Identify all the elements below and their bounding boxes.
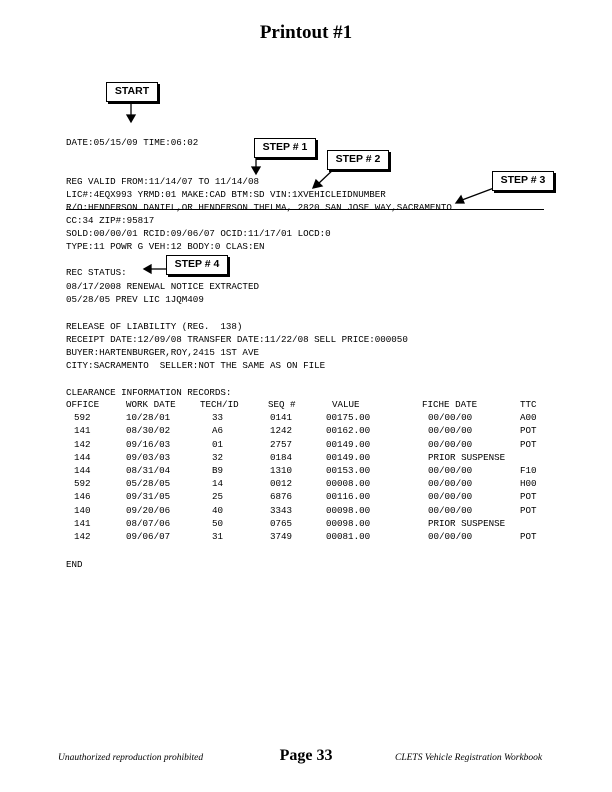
table-row (66, 518, 550, 531)
table-header-row (66, 399, 550, 412)
table-cell: 592 (74, 478, 91, 490)
receipt-line: RECEIPT DATE:12/09/08 TRANSFER DATE:11/22/08 SELL PRICE:000050 (66, 334, 408, 345)
table-cell: 05/28/05 (126, 478, 171, 490)
table-row (66, 491, 550, 504)
table-cell: 08/30/02 (126, 425, 171, 437)
table-cell: POT (520, 438, 537, 450)
table-cell: 00/00/00 (428, 478, 473, 490)
start-callout: START (106, 82, 158, 102)
table-cell: 40 (212, 504, 224, 516)
footer-workbook-title: CLETS Vehicle Registration Workbook (395, 753, 543, 763)
table-cell: 142 (74, 438, 91, 450)
table-cell: 0765 (270, 517, 293, 529)
table-row (66, 505, 550, 518)
table-cell: 3343 (270, 504, 293, 516)
table-cell: 144 (74, 451, 91, 463)
county-zip-line: CC:34 ZIP#:95817 (66, 215, 155, 226)
table-cell: 00/00/00 (428, 504, 473, 516)
reg-valid-line: REG VALID FROM:11/14/07 TO 11/14/08 (66, 176, 259, 187)
page-number: Page 33 (279, 747, 333, 764)
table-cell: 00098.00 (326, 504, 371, 516)
table-cell: 08/31/04 (126, 464, 171, 476)
table-cell: 141 (74, 425, 91, 437)
column-header: WORK DATE (126, 399, 176, 410)
table-cell: 09/20/06 (126, 504, 171, 516)
table-row (66, 439, 550, 452)
step4-callout: STEP # 4 (166, 255, 228, 275)
table-cell: 00149.00 (326, 438, 371, 450)
registered-owner-line: R/O:HENDERSON DANIEL,OR HENDERSON THELMA, 2820 SAN JOSE WAY,SACRAMENTO (66, 202, 452, 213)
table-cell: 25 (212, 491, 224, 503)
table-cell: 32 (212, 451, 224, 463)
table-row (66, 452, 550, 465)
table-cell: 00/00/00 (428, 464, 473, 476)
step3-arrow (462, 188, 494, 200)
table-row (66, 425, 550, 438)
table-cell: 2757 (270, 438, 293, 450)
release-line: RELEASE OF LIABILITY (REG. 138) (66, 321, 243, 332)
column-header: SEQ # (268, 399, 296, 410)
table-cell: 00/00/00 (428, 530, 473, 542)
table-cell: POT (520, 504, 537, 516)
sold-line: SOLD:00/00/01 RCID:09/06/07 OCID:11/17/01 LOCD:0 (66, 228, 331, 239)
table-cell: POT (520, 425, 537, 437)
table-cell: 00/00/00 (428, 491, 473, 503)
step2-callout: STEP # 2 (327, 150, 389, 170)
table-cell: F10 (520, 464, 537, 476)
status-line-1: 08/17/2008 RENEWAL NOTICE EXTRACTED (66, 281, 259, 292)
table-cell: 00098.00 (326, 517, 371, 529)
table-cell: 00008.00 (326, 478, 371, 490)
table-cell: 00116.00 (326, 491, 371, 503)
table-cell: POT (520, 530, 537, 542)
table-cell: 10/28/01 (126, 412, 171, 424)
table-cell: B9 (212, 464, 224, 476)
table-cell: 00/00/00 (428, 438, 473, 450)
table-cell: PRIOR SUSPENSE (428, 517, 506, 529)
page-title: Printout #1 (259, 22, 353, 43)
table-cell: 141 (74, 517, 91, 529)
column-header: FICHE DATE (422, 399, 478, 410)
table-cell: 08/07/06 (126, 517, 171, 529)
step1-arrowhead (252, 167, 260, 174)
clearance-table (66, 399, 550, 544)
table-row (66, 531, 550, 544)
table-cell: 3749 (270, 530, 293, 542)
table-row (66, 412, 550, 425)
table-row (66, 465, 550, 478)
table-cell: PRIOR SUSPENSE (428, 451, 506, 463)
table-cell: 00162.00 (326, 425, 371, 437)
table-cell: 00081.00 (326, 530, 371, 542)
status-line-2: 05/28/05 PREV LIC 1JQM409 (66, 294, 204, 305)
column-header: TECH/ID (200, 399, 239, 410)
table-cell: 33 (212, 412, 224, 424)
table-cell: 146 (74, 491, 91, 503)
table-cell: 0141 (270, 412, 293, 424)
table-cell: 09/03/03 (126, 451, 171, 463)
table-cell: 0184 (270, 451, 293, 463)
table-cell: 31 (212, 530, 224, 542)
table-cell (520, 518, 550, 531)
table-cell: POT (520, 491, 537, 503)
buyer-line: BUYER:HARTENBURGER,ROY,2415 1ST AVE (66, 347, 259, 358)
step3-arrowhead (456, 196, 464, 203)
table-row (66, 478, 550, 491)
column-header: VALUE (332, 399, 360, 410)
table-cell: 00175.00 (326, 412, 371, 424)
table-cell: 00/00/00 (428, 412, 473, 424)
table-cell: A6 (212, 425, 224, 437)
footer-copyright: Unauthorized reproduction prohibited (58, 753, 204, 763)
column-header: TTC (520, 399, 537, 410)
clearance-heading: CLEARANCE INFORMATION RECORDS: (66, 387, 232, 398)
table-cell: 0012 (270, 478, 293, 490)
table-cell: A00 (520, 412, 537, 424)
owner-underline (66, 209, 544, 210)
rec-status-label: REC STATUS: (66, 267, 127, 278)
table-cell: 00/00/00 (428, 425, 473, 437)
end-marker: END (66, 559, 83, 570)
table-cell: 1310 (270, 464, 293, 476)
table-cell: 1242 (270, 425, 293, 437)
table-cell: 09/06/07 (126, 530, 171, 542)
step1-callout: STEP # 1 (254, 138, 316, 158)
start-arrowhead (127, 115, 135, 122)
table-cell: 50 (212, 517, 224, 529)
license-line: LIC#:4EQX993 YRMD:01 MAKE:CAD BTM:SD VIN:1XVEHICLEIDNUMBER (66, 189, 386, 200)
table-cell: 14 (212, 478, 224, 490)
table-cell: H00 (520, 478, 537, 490)
column-header: OFFICE (66, 399, 100, 410)
table-cell: 00153.00 (326, 464, 371, 476)
table-cell: 09/16/03 (126, 438, 171, 450)
table-cell: 142 (74, 530, 91, 542)
city-seller-line: CITY:SACRAMENTO SELLER:NOT THE SAME AS ON FILE (66, 360, 326, 371)
table-cell: 01 (212, 438, 224, 450)
table-cell: 592 (74, 412, 91, 424)
table-cell (520, 452, 550, 465)
table-cell: 00149.00 (326, 451, 371, 463)
table-cell: 144 (74, 464, 91, 476)
type-line: TYPE:11 POWR G VEH:12 BODY:0 CLAS:EN (66, 241, 265, 252)
table-cell: 6876 (270, 491, 293, 503)
date-time-line: DATE:05/15/09 TIME:06:02 (66, 137, 199, 148)
table-cell: 140 (74, 504, 91, 516)
step3-callout: STEP # 3 (492, 171, 554, 191)
table-cell: 09/31/05 (126, 491, 171, 503)
step4-arrowhead (144, 265, 151, 273)
